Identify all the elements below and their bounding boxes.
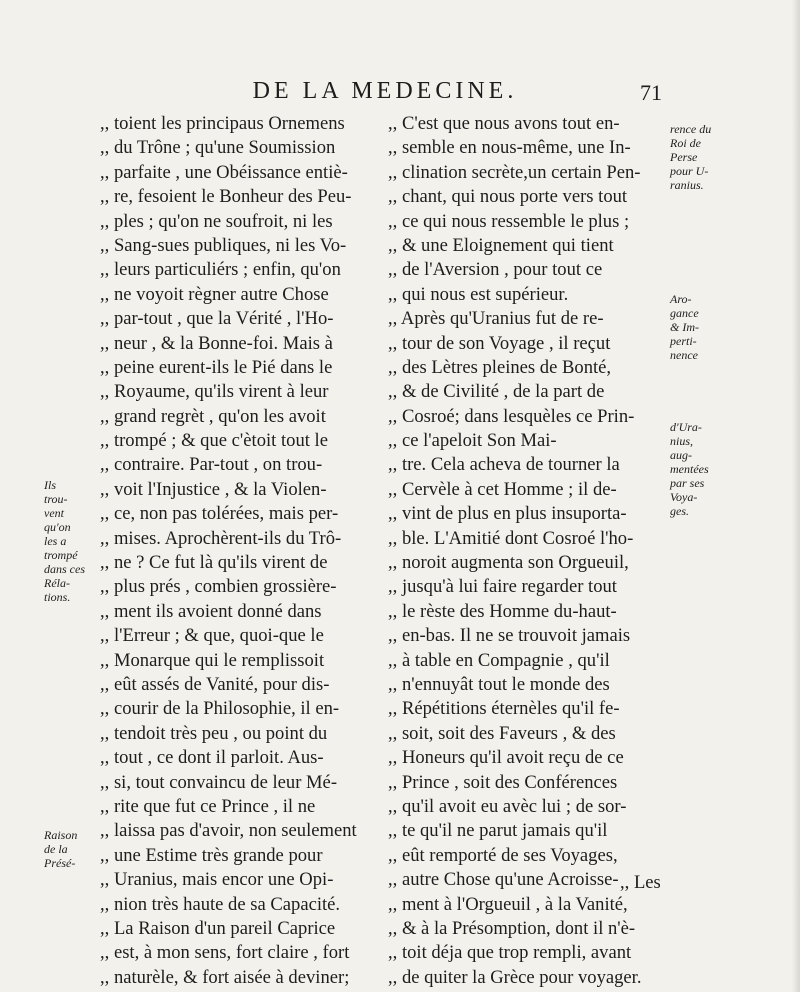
text-line: ,, toient les principaus Ornemens xyxy=(100,113,345,134)
page-edge-shadow xyxy=(792,0,800,992)
text-line: ,, ce qui nous ressemble le plus ; xyxy=(388,210,630,232)
text-line: ,, ples ; qu'on ne soufroit, ni les xyxy=(100,210,333,232)
text-line: ,, eût assés de Vanité, pour dis- xyxy=(100,673,330,695)
margin-note-line: Présé- xyxy=(44,856,76,870)
text-line: ,, courir de la Philosophie, il en- xyxy=(100,698,340,720)
margin-note-line: perti- xyxy=(670,334,697,348)
margin-note-line: de la xyxy=(44,842,68,856)
text-line: ,, toit déja que trop rempli, avant xyxy=(388,942,632,964)
margin-note-line: les a xyxy=(44,534,67,548)
text-line: ,, laissa pas d'avoir, non seulement xyxy=(100,820,357,842)
margin-note-line: Roi de xyxy=(670,136,701,150)
text-line: ,, une Estime très grande pour xyxy=(100,844,323,866)
text-line: ,, Répétitions éternèles qu'il fe- xyxy=(388,698,620,720)
text-line: ,, soit, soit des Faveurs , & des xyxy=(388,722,616,744)
text-line: ,, semble en nous-même, une In- xyxy=(388,137,631,159)
margin-note-line: gance xyxy=(670,306,699,320)
margin-note-line: pour U- xyxy=(670,164,709,178)
text-line: ,, n'ennuyât tout le monde des xyxy=(388,673,610,695)
text-line: ,, naturèle, & fort aisée à deviner; xyxy=(100,966,350,988)
text-line: ,, à table en Compagnie , qu'il xyxy=(388,649,610,671)
margin-note-right-1 xyxy=(670,122,730,192)
text-line: ,, par-tout , que la Vérité , l'Ho- xyxy=(100,308,334,330)
margin-note-line: Aro- xyxy=(670,292,692,306)
text-line: ,, tout , ce dont il parloit. Aus- xyxy=(100,747,324,769)
text-line: ,, tendoit très peu , ou point du xyxy=(100,722,328,744)
text-line: ,, Uranius, mais encor une Opi- xyxy=(100,869,334,891)
text-line: ,, Monarque qui le remplissoit xyxy=(100,649,325,671)
margin-note-line: rence du xyxy=(670,122,712,136)
text-line: ,, Royaume, qu'ils virent à leur xyxy=(100,381,329,403)
text-line: ,, Cosroé; dans lesquèles ce Prin- xyxy=(388,405,635,427)
margin-note-left-2 xyxy=(44,828,100,870)
text-line: ,, ment ils avoient donné dans xyxy=(100,600,322,622)
margin-note-line: trompé xyxy=(44,548,78,562)
text-line: ,, Sang-sues publiques, ni les Vo- xyxy=(100,234,347,256)
text-line: ,, ble. L'Amitié dont Cosroé l'ho- xyxy=(388,527,634,549)
text-line: ,, si, tout convaincu de leur Mé- xyxy=(100,771,338,793)
text-line: ,, le rèste des Homme du-haut- xyxy=(388,600,617,622)
margin-note-line: vent xyxy=(44,506,64,520)
text-line: ,, qu'il avoit eu avèc lui ; de sor- xyxy=(388,795,627,817)
text-line: ,, chant, qui nous porte vers tout xyxy=(388,186,628,208)
text-line: ,, est, à mon sens, fort claire , fort xyxy=(100,942,350,964)
margin-note-line: mentées xyxy=(670,462,709,476)
text-line: ,, contraire. Par-tout , on trou- xyxy=(100,454,323,476)
text-line: ,, te qu'il ne parut jamais qu'il xyxy=(388,820,608,842)
margin-note-line: Ils xyxy=(44,478,56,492)
text-line: ,, ne voyoit règner autre Chose xyxy=(100,283,329,305)
text-line: ,, peine eurent-ils le Pié dans le xyxy=(100,356,333,378)
text-line: ,, & à la Présomption, dont il n'è- xyxy=(388,917,636,939)
text-line: ,, tour de son Voyage , il reçut xyxy=(388,332,611,354)
margin-note-line: par ses xyxy=(670,476,705,490)
text-line: ,, nion très haute de sa Capacité. xyxy=(100,893,341,915)
margin-note-line: & Im- xyxy=(670,320,699,334)
text-line: ,, clination secrète,un certain Pen- xyxy=(388,161,641,183)
margin-note-line: dans ces xyxy=(44,562,85,576)
text-line: ,, re, fesoient le Bonheur des Peu- xyxy=(100,186,352,208)
text-line: ,, l'Erreur ; & que, quoi-que le xyxy=(100,625,324,647)
text-line: ,, autre Chose qu'une Acroisse- xyxy=(388,869,619,891)
text-line: ,, Après qu'Uranius fut de re- xyxy=(388,308,604,330)
right-text-column xyxy=(388,112,670,990)
text-line: ,, du Trône ; qu'une Soumission xyxy=(100,137,336,159)
text-line: ,, voit l'Injustice , & la Violen- xyxy=(100,478,327,500)
text-line: ,, rite que fut ce Prince , il ne xyxy=(100,795,316,817)
text-line: ,, eût remporté de ses Voyages, xyxy=(388,844,618,866)
margin-note-line: Voya- xyxy=(670,490,698,504)
text-line: ,, neur , & la Bonne-foi. Mais à xyxy=(100,332,333,354)
margin-note-line: nence xyxy=(670,348,698,362)
text-line: ,, ce, non pas tolérées, mais per- xyxy=(100,503,339,525)
text-line: ,, La Raison d'un pareil Caprice xyxy=(100,917,336,939)
text-line: ,, plus prés , combien grossière- xyxy=(100,576,337,598)
margin-note-line: aug- xyxy=(670,448,692,462)
text-line: ,, vint de plus en plus insuporta- xyxy=(388,503,627,525)
margin-note-right-3 xyxy=(670,420,730,518)
page-number: 71 xyxy=(640,80,662,105)
text-line: ,, & de Civilité , de la part de xyxy=(388,381,605,403)
text-line: ,, des Lètres pleines de Bonté, xyxy=(388,356,612,378)
text-line: ,, qui nous est supérieur. xyxy=(388,283,569,305)
margin-note-left-1 xyxy=(44,478,100,604)
catchword: ,, Les xyxy=(620,872,661,893)
text-line: ,, mises. Aprochèrent-ils du Trô- xyxy=(100,527,342,549)
margin-note-line: qu'on xyxy=(44,520,71,534)
margin-note-line: tions. xyxy=(44,590,71,604)
running-title: DE LA MEDECINE. xyxy=(252,78,518,104)
left-text-column xyxy=(100,112,380,990)
margin-note-line: d'Ura- xyxy=(670,420,702,434)
text-line: ,, ce l'apeloit Son Mai- xyxy=(388,430,557,452)
margin-note-line: Perse xyxy=(670,150,698,164)
margin-note-line: ges. xyxy=(670,504,689,518)
text-line: ,, ment à l'Orgueuil , à la Vanité, xyxy=(388,893,628,915)
margin-note-line: Réla- xyxy=(44,576,70,590)
margin-note-line: nius, xyxy=(670,434,694,448)
text-line: ,, en-bas. Il ne se trouvoit jamais xyxy=(388,625,631,647)
margin-note-line: trou- xyxy=(44,492,68,506)
margin-note-right-2 xyxy=(670,292,730,362)
margin-note-line: Raison xyxy=(44,828,78,842)
text-line: ,, trompé ; & que c'ètoit tout le xyxy=(100,430,328,452)
text-line: ,, Prince , soit des Conférences xyxy=(388,771,618,793)
text-line: ,, C'est que nous avons tout en- xyxy=(388,113,620,134)
text-line: ,, jusqu'à lui faire regarder tout xyxy=(388,576,617,598)
text-line: ,, Honeurs qu'il avoit reçu de ce xyxy=(388,747,624,769)
text-line: ,, grand regrèt , qu'on les avoit xyxy=(100,405,326,427)
margin-note-line: ranius. xyxy=(670,178,704,192)
text-line: ,, & une Eloignement qui tient xyxy=(388,234,614,256)
text-line: ,, Cervèle à cet Homme ; il de- xyxy=(388,478,617,500)
text-line: ,, parfaite , une Obéissance entiè- xyxy=(100,161,348,183)
text-line: ,, de l'Aversion , pour tout ce xyxy=(388,259,603,281)
text-line: ,, tre. Cela acheva de tourner la xyxy=(388,454,620,476)
text-line: ,, noroit augmenta son Orgueuil, xyxy=(388,552,629,574)
text-line: ,, leurs particuliérs ; enfin, qu'on xyxy=(100,259,341,281)
text-line: ,, ne ? Ce fut là qu'ils virent de xyxy=(100,552,328,574)
text-line: ,, de quiter la Grèce pour voyager. xyxy=(388,966,642,988)
